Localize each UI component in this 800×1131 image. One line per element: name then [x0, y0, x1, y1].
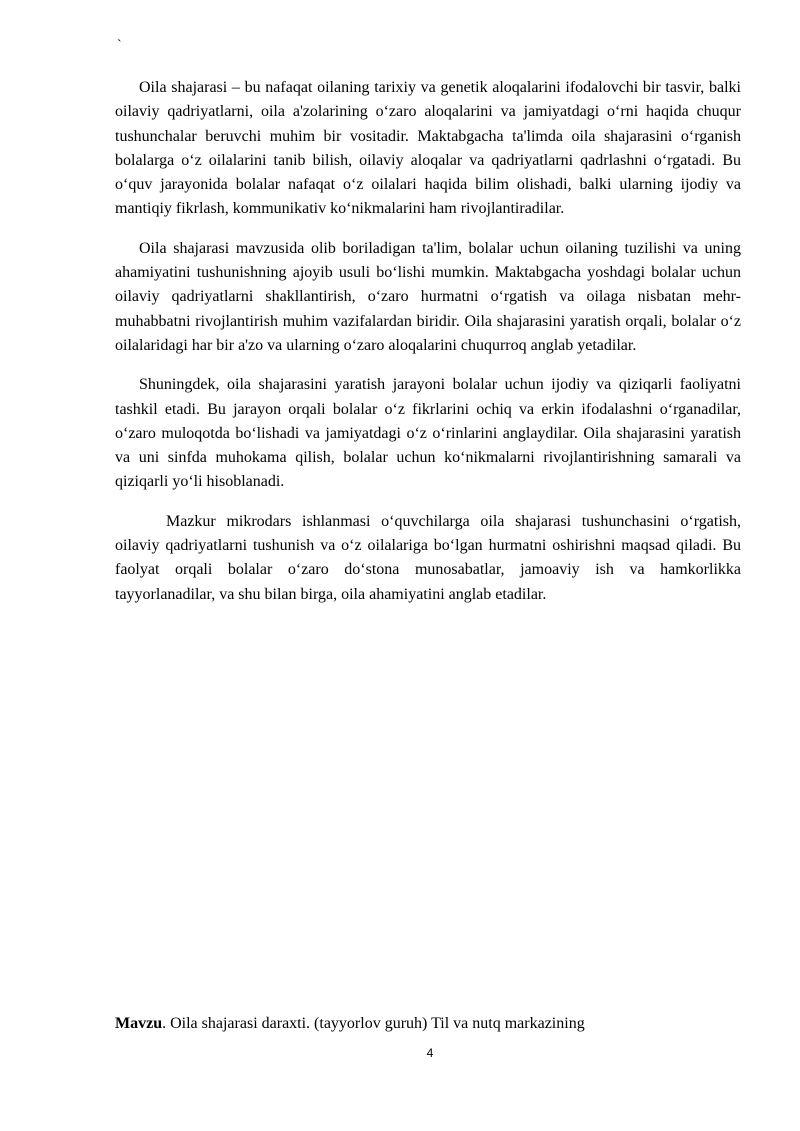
topic-text: . Oila shajarasi daraxti. (tayyorlov guruh) Til va nutq markazining	[162, 1015, 585, 1032]
paragraph-goal: Mazkur mikrodars ishlanmasi o‘quvchilarga oila shajarasi tushunchasini o‘rgatish, oilaviy qadriyatlarni tushunish va o‘z oilalariga bo‘lgan hurmatni oshirishni maqsad qiladi. Bu faolyat orqali bolalar o‘zaro do‘stona munosabatlar, jamoaviy ish va hamkorlikka tayyorlanadilar, va shu bilan birga, oila ahamiyatini anglab etadilar.	[115, 512, 741, 603]
topic-label: Mavzu	[115, 1015, 163, 1032]
paragraph-intro: Oila shajarasi – bu nafaqat oilaning tarixiy va genetik aloqalarini ifodalovchi bir tasvir, balki oilaviy qadriyatlarni, oila a'zolarining o‘zaro aloqalarini va jamiyatdagi o‘rni haqida chuqur tushunchalar beruvchi muhim bir vositadir. Maktabgacha ta'limda oila shajarasini o‘rganish bolalarga o‘z oilalarini tanib bilish, oilaviy aloqalar va qadriyatlarni qadrlashni o‘rgatadi. Bu o‘quv jarayonida bolalar nafaqat o‘z oilalari haqida bilim olishadi, balki ularning ijodiy va mantiqiy fikrlash, kommunikativ ko‘nikmalarini ham rivojlantiradilar.	[115, 79, 741, 218]
topic-line	[115, 1012, 755, 1036]
paragraph-creative-activity: Shuningdek, oila shajarasini yaratish jarayoni bolalar uchun ijodiy va qiziqarli faoliyatni tashkil etadi. Bu jarayon orqali bolalar o‘z fikrlarini ochiq va erkin ifodalashni o‘rganadilar, o‘zaro muloqotda bo‘lishadi va jamiyatdagi o‘z o‘rinlarini anglaydilar. Oila shajarasini yaratish va uni sinfda muhokama qilish, bolalar uchun ko‘nikmalarni rivojlantirishning samarali va qiziqarli yo‘li hisoblanadi.	[115, 376, 741, 491]
paragraph-education: Oila shajarasi mavzusida olib boriladigan ta'lim, bolalar uchun oilaning tuzilishi va uning ahamiyatini tushunishning ajoyib usuli bo‘lishi mumkin. Maktabgacha yoshdagi bolalar uchun oilaviy qadriyatlarni shakllantirish, o‘zaro hurmatni o‘rgatish va oilaga nisbatan mehr-muhabbatni rivojlantirish muhim vazifalardan biridir. Oila shajarasini yaratish orqali, bolalar o‘z oilalaridagi har bir a'zo va ularning o‘zaro aloqalarini chuqurroq anglab yetadilar.	[115, 239, 741, 354]
top-mark: `	[117, 38, 122, 53]
page-number: 4	[426, 1046, 434, 1060]
document-body	[115, 76, 741, 622]
